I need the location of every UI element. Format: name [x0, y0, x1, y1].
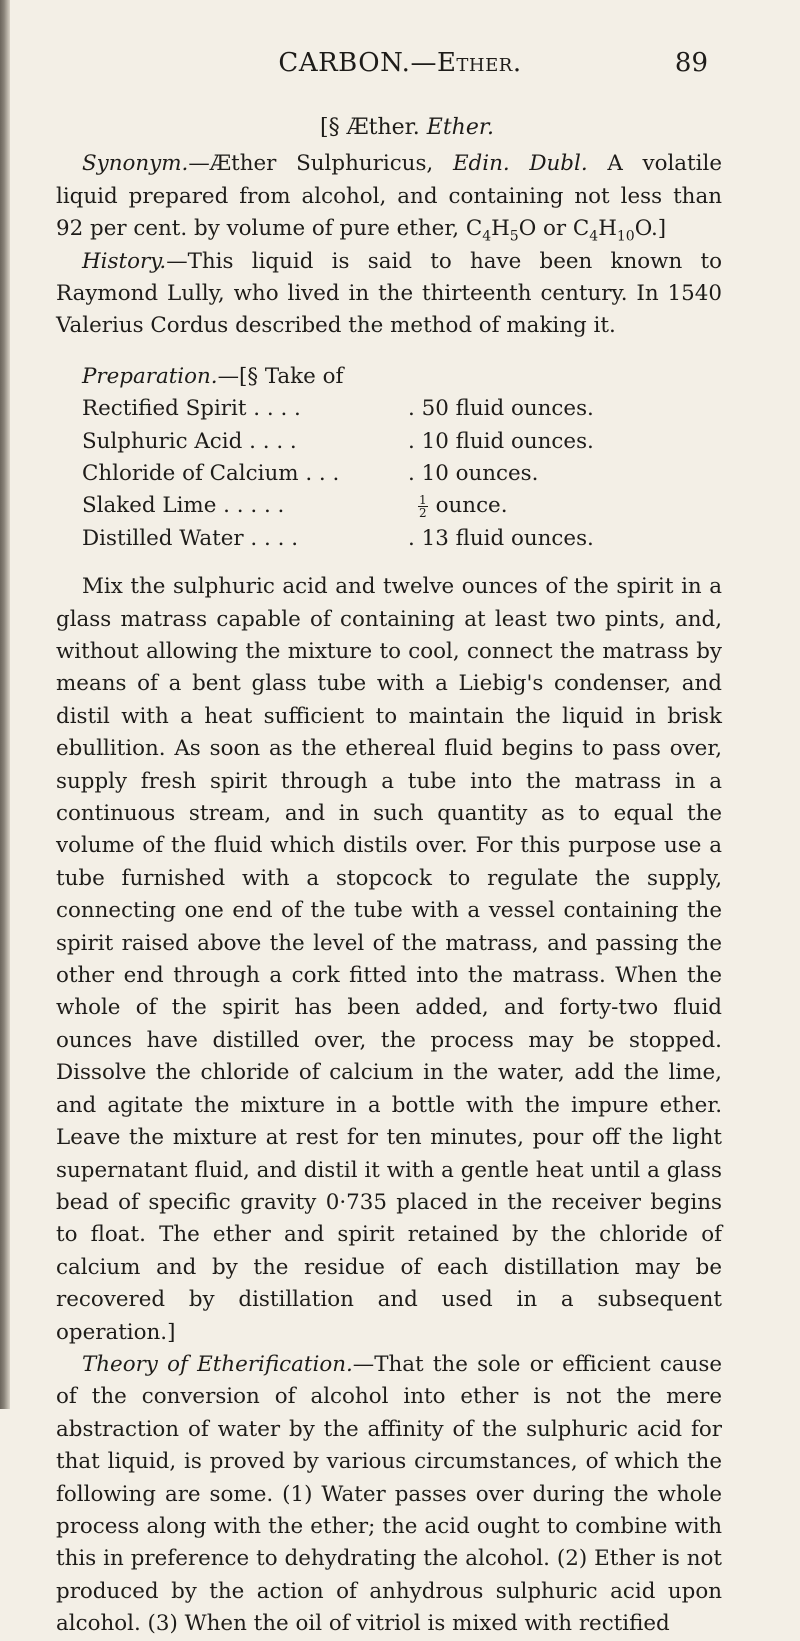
ingredient-row: [82, 523, 702, 555]
ingredient-list: [82, 393, 702, 555]
theory-label: Theory of Etherification.: [82, 1351, 353, 1377]
ingredient-quantity-unit: ounce.: [435, 493, 508, 519]
formula-subscript: 5: [509, 228, 519, 245]
synonym-source: Edin. Dubl.: [452, 151, 588, 177]
ingredient-row: [82, 393, 702, 425]
preparation-intro: [56, 361, 722, 393]
synonym-text: O.]: [634, 216, 667, 242]
ingredient-quantity: . 50 fluid ounces.: [408, 396, 594, 422]
running-head-separator: —: [410, 48, 437, 78]
fraction: [418, 494, 428, 519]
formula-subscript: 4: [589, 228, 599, 245]
ingredient-quantity: . 10 fluid ounces.: [408, 428, 594, 454]
synonym-text: H: [491, 216, 510, 242]
ingredient-row: [82, 426, 702, 458]
page-number: 89: [674, 48, 708, 78]
ingredient-name: Sulphuric Acid . . . .: [82, 428, 297, 454]
fraction-numerator: 1: [419, 492, 427, 507]
fraction-denominator: 2: [419, 505, 427, 520]
ingredient-name: Chloride of Calcium . . .: [82, 461, 340, 487]
ingredient-quantity: . 13 fluid ounces.: [408, 525, 594, 551]
method-paragraph: Mix the sulphuric acid and twelve ounces of the spirit in a glass matrass capable of containing at least two pints, and, without allowing the mixture to cool, connect the matrass by means of a bent glass tube with a Liebig's condenser, and distil with a heat sufficient to maintain the liquid in brisk ebullition. As soon as the ethereal fluid begins to pass over, supply fresh spirit through a tube into the matrass in a continuous stream, and in such quantity as to equal the volume of the fluid which distils over. For this purpose use a tube furnished with a stopcock to regulate the supply, connecting one end of the tube with a vessel containing the spirit raised above the level of the matrass, and passing the other end through a cork fitted into the matrass. When the whole of the spirit has been added, and forty-two fluid ounces have distilled over, the process may be stopped. Dissolve the chloride of calcium in the water, add the lime, and agitate the mixture in a bottle with the impure ether. Leave the mixture at rest for ten minutes, pour off the light supernatant fluid, and distil it with a gentle heat until a glass bead of specific gravity 0·735 placed in the receiver begins to float. The ether and spirit retained by the chloride of calcium and by the residue of each distillation may be recovered by distillation and used in a subsequent operation.]: [56, 574, 722, 1345]
history-paragraph: [56, 246, 722, 343]
ingredient-name: Rectified Spirit . . . .: [82, 396, 301, 422]
ingredient-quantity: . 10 ounces.: [408, 461, 539, 487]
heading-bracket: [§: [320, 115, 347, 140]
theory-paragraph: [56, 1349, 722, 1641]
ingredient-name: Distilled Water . . . .: [82, 525, 298, 551]
page-header: [0, 48, 800, 88]
running-head-main: CARBON.: [278, 48, 411, 78]
section-heading: [56, 112, 722, 144]
formula-subscript: 4: [482, 228, 492, 245]
synonym-text: —Æther Sulphuricus,: [188, 151, 453, 177]
synonym-label: Synonym.: [82, 151, 189, 177]
ingredient-row: [82, 458, 702, 490]
page-body: [56, 112, 722, 1641]
heading-alt-title: Ether.: [426, 115, 494, 140]
synonym-text: A volatile liquid prepared from alcohol, and containing not less than 92 per cent. by volume of pure ether, C: [56, 151, 722, 242]
theory-text: —That the sole or efficient cause of the conversion of alcohol into ether is not the mere abstraction of water by the affinity of the sulphuric acid for that liquid, is proved by various circumstances, of which the following are some. (1) Water passes over during the whole process along with the ether; the acid ought to combine with this in preference to dehydrating the alcohol. (2) Ether is not produced by the action of anhydrous sulphuric acid upon alcohol. (3) When the oil of vitriol is mixed with rectified: [56, 1351, 723, 1637]
synonym-text: O or C: [518, 216, 590, 242]
preparation-label: Preparation.: [82, 363, 218, 389]
synonym-text: H: [598, 216, 617, 242]
formula-subscript: 10: [616, 228, 635, 245]
history-label: History.: [82, 248, 167, 274]
preparation-intro-text: —[§ Take of: [217, 363, 344, 389]
synonym-paragraph: [56, 148, 722, 245]
ingredient-row: [82, 490, 702, 522]
running-head-sub: Ether.: [436, 48, 522, 78]
ingredient-quantity: [408, 490, 702, 522]
ingredient-name: Slaked Lime . . . . .: [82, 493, 285, 519]
book-gutter-shadow: [0, 0, 10, 1409]
history-text: —This liquid is said to have been known to Raymond Lully, who lived in the thirteenth century. In 1540 Valerius Cordus described the method of making it.: [56, 248, 722, 339]
heading-title: Æther.: [346, 115, 420, 140]
